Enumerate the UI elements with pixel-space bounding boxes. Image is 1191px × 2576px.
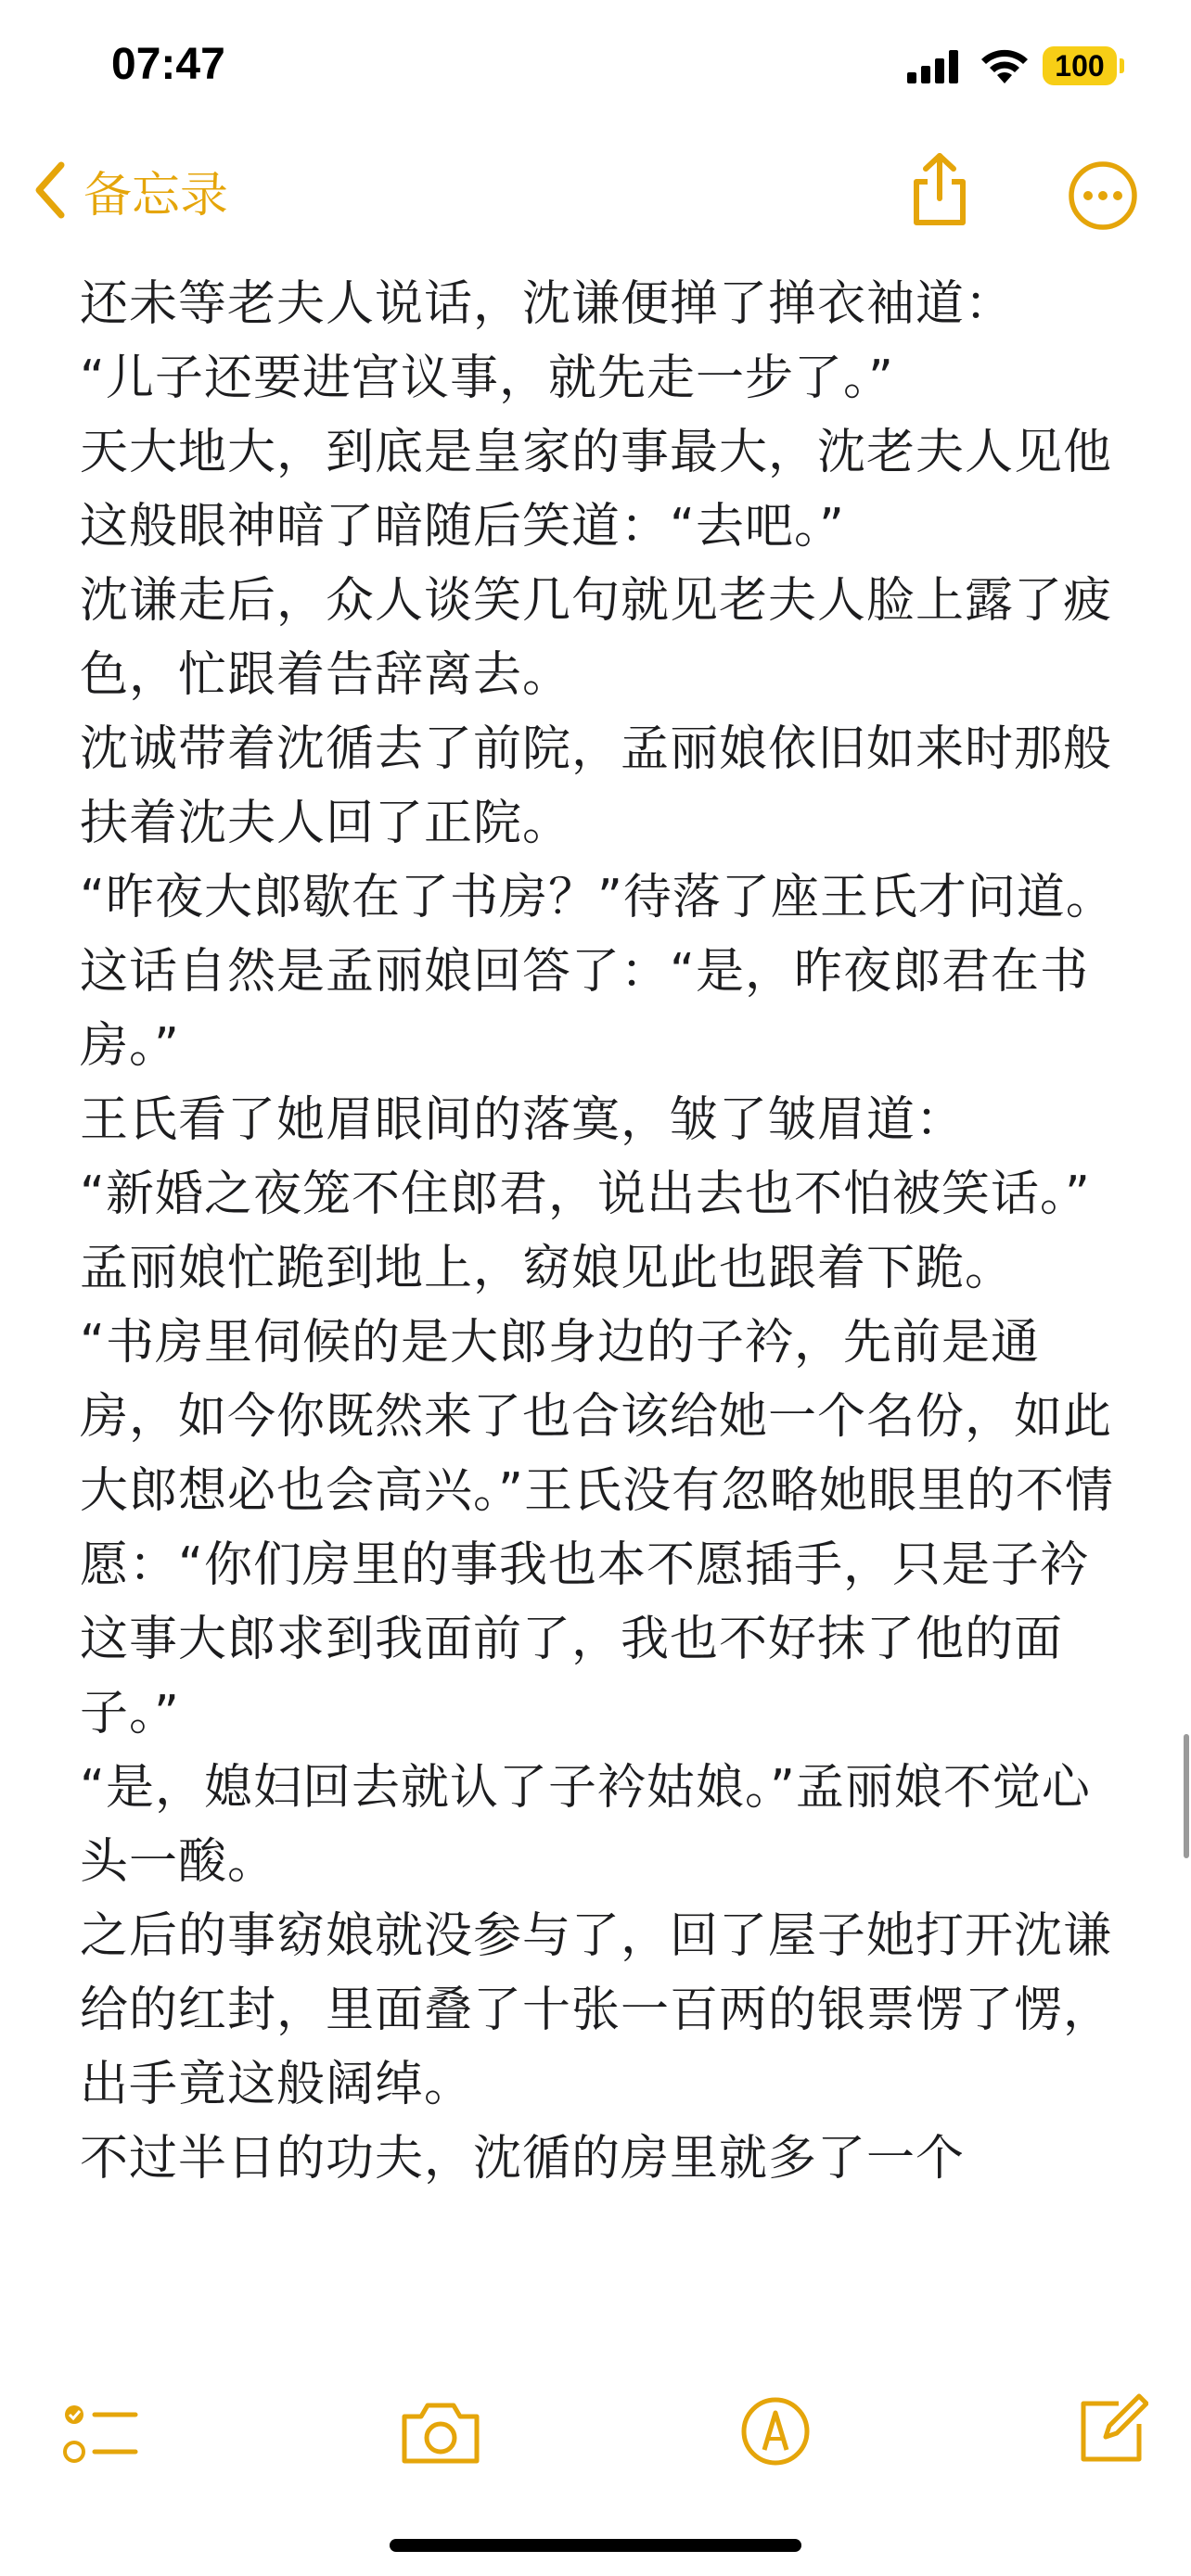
note-paragraph: “新婚之夜笼不住郎君，说出去也不怕被笑话。”	[80, 1167, 1091, 1222]
note-paragraph: 不过半日的功夫，沈循的房里就多了一个	[80, 2131, 966, 2187]
back-button[interactable]	[32, 158, 228, 223]
note-paragraph: “是，媳妇回去就认了子衿姑娘。”孟丽娘不觉心头一酸。	[80, 1760, 1091, 1890]
note-paragraph: “昨夜大郎歇在了书房？”待落了座王氏才问道。	[80, 870, 1115, 925]
compose-icon[interactable]	[1074, 2392, 1148, 2467]
note-paragraph: 孟丽娘忙跪到地上，窈娘见此也跟着下跪。	[80, 1241, 1015, 1296]
note-paragraph: 沈诚带着沈循去了前院，孟丽娘依旧如来时那般扶着沈夫人回了正院。	[80, 721, 1113, 851]
navigation-bar	[0, 139, 1191, 241]
note-paragraph: 之后的事窈娘就没参与了，回了屋子她打开沈谦给的红封，里面叠了十张一百两的银票愣了愣，出手竟这般阔绰。	[80, 1908, 1113, 2112]
bottom-toolbar	[0, 2392, 1191, 2494]
home-indicator[interactable]	[390, 2539, 801, 2552]
status-time: 07:47	[111, 40, 225, 89]
scroll-indicator[interactable]	[1184, 1734, 1189, 1858]
note-paragraph: 还未等老夫人说话，沈谦便掸了掸衣袖道：	[80, 276, 1015, 332]
status-bar	[0, 0, 1191, 130]
note-paragraph: “书房里伺候的是大郎身边的子衿，先前是通房，如今你既然来了也合该给她一个名份，如此大郎想必也会高兴。”王氏没有忽略她眼里的不情愿：“你们房里的事我也本不愿插手，只是子衿这事大郎求到我面前了，我也不好抹了他的面子。”	[80, 1315, 1114, 1741]
note-paragraph: 沈谦走后，众人谈笑几句就见老夫人脸上露了疲色，忙跟着告辞离去。	[80, 573, 1113, 703]
note-paragraph: 王氏看了她眉眼间的落寞，皱了皱眉道：	[80, 1092, 966, 1148]
back-button-label: 备忘录	[83, 167, 229, 223]
cellular-signal-icon	[907, 50, 961, 83]
share-icon[interactable]	[907, 150, 972, 228]
checklist-icon[interactable]	[61, 2398, 139, 2472]
more-icon[interactable]	[1067, 159, 1139, 232]
battery-indicator	[1043, 46, 1117, 85]
note-paragraph: “儿子还要进宫议事，就先走一步了。”	[80, 351, 894, 406]
battery-level: 100	[1055, 49, 1105, 83]
chevron-left-icon	[32, 159, 69, 221]
note-paragraph: 这话自然是孟丽娘回答了：“是，昨夜郎君在书房。”	[80, 944, 1089, 1074]
markup-pen-icon[interactable]	[738, 2394, 813, 2468]
battery-tip	[1120, 58, 1124, 73]
note-body[interactable]	[80, 267, 1137, 2196]
note-paragraph: 天大地大，到底是皇家的事最大，沈老夫人见他这般眼神暗了暗随后笑道：“去吧。”	[80, 425, 1113, 555]
camera-icon[interactable]	[399, 2400, 482, 2467]
wifi-icon	[980, 46, 1030, 85]
